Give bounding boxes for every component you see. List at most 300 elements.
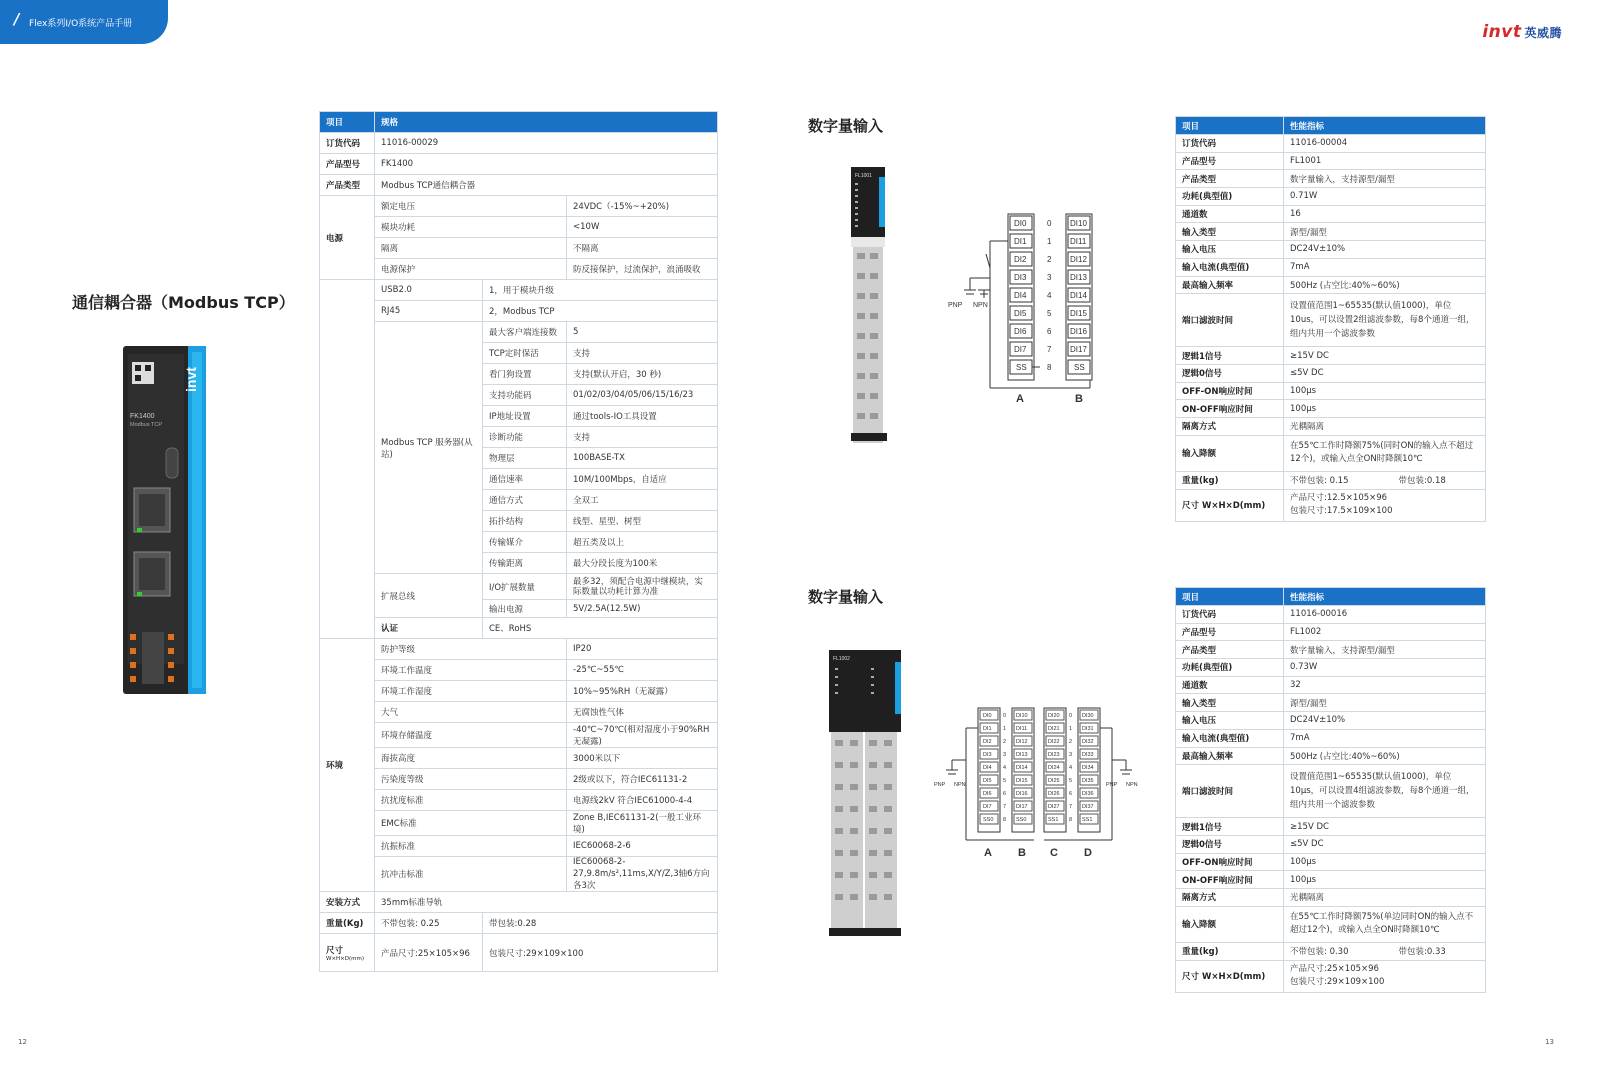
- di-label: DI5: [983, 778, 992, 784]
- row-label: 输入电压: [1176, 241, 1284, 259]
- col-header-item: 项目: [1176, 588, 1284, 606]
- di-label: DI1: [983, 726, 992, 732]
- coupler-spec-table: [319, 111, 718, 972]
- table-row: [1176, 364, 1486, 382]
- size-product: 产品尺寸:25×105×96: [1290, 964, 1379, 975]
- npn-label-right: NPN: [1126, 782, 1138, 788]
- row-label: 隔离方式: [1176, 888, 1284, 906]
- di-label: DI37: [1082, 804, 1094, 810]
- row-key: 最大客户端连接数: [483, 322, 567, 343]
- row-value: 最大分段长度为100米: [567, 553, 718, 574]
- row-label: 输入电流(典型值): [1176, 729, 1284, 747]
- row-value: 1，用于模块升级: [483, 280, 718, 301]
- table-row: [320, 259, 718, 280]
- table-row: [320, 574, 718, 600]
- pnp-label-right: PNP: [1106, 782, 1118, 788]
- row-value: 100BASE-TX: [567, 448, 718, 469]
- di-label: SS: [1074, 363, 1085, 372]
- row-value: ≥15V DC: [1284, 347, 1486, 365]
- fl1001-model: FL1001: [855, 173, 872, 179]
- weight-gross: 带包装:0.33: [1398, 947, 1446, 958]
- row-label: 逻辑1信号: [1176, 818, 1284, 836]
- row-label: 重量(kg): [1176, 471, 1284, 489]
- table-row: [1176, 623, 1486, 641]
- pin-number: 6: [1047, 327, 1052, 336]
- col-b-label: B: [1018, 847, 1026, 859]
- table-header-row: [320, 112, 718, 133]
- di-label: DI32: [1082, 739, 1094, 745]
- table-row: [1176, 276, 1486, 294]
- row-value: 全双工: [567, 490, 718, 511]
- row-key: 大气: [375, 702, 567, 723]
- table-row: [1176, 694, 1486, 712]
- row-label: 输入电流(典型值): [1176, 258, 1284, 276]
- table-header-row: [1176, 588, 1486, 606]
- row-value: DC24V±10%: [1284, 712, 1486, 730]
- table-row: [1176, 729, 1486, 747]
- di-label: DI26: [1048, 791, 1060, 797]
- table-row: [1176, 942, 1486, 960]
- group-label-power: 电源: [320, 196, 375, 280]
- group-label-comm: [320, 280, 375, 639]
- di-label: DI17: [1016, 804, 1028, 810]
- table-row: [320, 154, 718, 175]
- di-label: DI24: [1048, 765, 1060, 771]
- row-value: IP20: [567, 639, 718, 660]
- table-row: [320, 280, 718, 301]
- row-value: 2，Modbus TCP: [483, 301, 718, 322]
- table-row: [320, 322, 718, 343]
- di-label: DI16: [1016, 791, 1028, 797]
- table-row: [1176, 960, 1486, 992]
- fl1002-device-image: [823, 648, 905, 938]
- table-row: [1176, 871, 1486, 889]
- row-label: 安装方式: [320, 892, 375, 913]
- page-number-right: 13: [1545, 1038, 1554, 1046]
- device-model: FK1400: [130, 413, 155, 420]
- di-label: DI7: [983, 804, 992, 810]
- row-label: 认证: [375, 618, 483, 639]
- table-row: [1176, 712, 1486, 730]
- table-row: [1176, 152, 1486, 170]
- di-label: DI2: [1014, 255, 1027, 264]
- row-value: -25℃~55℃: [567, 660, 718, 681]
- npn-label-left: NPN: [954, 782, 966, 788]
- pin-number: 3: [1047, 273, 1052, 282]
- row-key: 传输媒介: [483, 532, 567, 553]
- row-value: ≤5V DC: [1284, 364, 1486, 382]
- manual-title: Flex系列I/O系统产品手册: [29, 19, 133, 29]
- fl1002-model: FL1002: [833, 656, 850, 662]
- row-value: 防反接保护，过流保护，浪涌吸收: [567, 259, 718, 280]
- row-value: 100μs: [1284, 400, 1486, 418]
- row-value: FL1002: [1284, 623, 1486, 641]
- page-number-left: 12: [18, 1038, 27, 1046]
- table-row: [320, 769, 718, 790]
- di-label: DI21: [1048, 726, 1060, 732]
- weight-net: 不带包装: 0.15: [1290, 476, 1349, 487]
- row-key: 支持功能码: [483, 385, 567, 406]
- table-row: [1176, 853, 1486, 871]
- di-label: DI14: [1016, 765, 1028, 771]
- table-row: [320, 196, 718, 217]
- size-cell: [1284, 960, 1486, 992]
- row-value: 光耦隔离: [1284, 417, 1486, 435]
- di-label: DI25: [1048, 778, 1060, 784]
- row-key: 拓扑结构: [483, 511, 567, 532]
- row-key: 抗扰度标准: [375, 790, 567, 811]
- row-value: ≤5V DC: [1284, 835, 1486, 853]
- slash-mark: /: [14, 10, 20, 28]
- row-key: TCP定时保活: [483, 343, 567, 364]
- pin-number: 7: [1069, 804, 1073, 810]
- col-header-perf: 性能指标: [1284, 117, 1486, 135]
- di-label: DI0: [983, 713, 992, 719]
- row-label: 逻辑0信号: [1176, 364, 1284, 382]
- di-label: DI13: [1070, 273, 1087, 282]
- row-value: 10M/100Mbps，自适应: [567, 469, 718, 490]
- row-label: ON-OFF响应时间: [1176, 871, 1284, 889]
- row-value: 0.71W: [1284, 188, 1486, 206]
- row-value: 不隔离: [567, 238, 718, 259]
- row-value: 7mA: [1284, 729, 1486, 747]
- di-label: DI22: [1048, 739, 1060, 745]
- table-row: [1176, 835, 1486, 853]
- table-header-row: [1176, 117, 1486, 135]
- row-value: 最多32，须配合电源中继模块，实际数量以功耗计算为准: [567, 574, 718, 600]
- row-label: 产品类型: [1176, 170, 1284, 188]
- row-key: RJ45: [375, 301, 483, 322]
- row-label: 输入类型: [1176, 223, 1284, 241]
- di-label: DI10: [1016, 713, 1028, 719]
- table-row: [1176, 400, 1486, 418]
- coupler-device-image: [120, 344, 212, 696]
- row-key: 抗振标准: [375, 836, 567, 857]
- pin-number: 0: [1003, 713, 1007, 719]
- header-tab: [0, 0, 168, 44]
- col-header-item: 项目: [320, 112, 375, 133]
- row-key: USB2.0: [375, 280, 483, 301]
- pin-number: 7: [1003, 804, 1007, 810]
- size-pack: 包装尺寸:29×109×100: [483, 934, 718, 972]
- di-title-2: 数字量输入: [808, 588, 884, 606]
- row-key: 环境工作温度: [375, 660, 567, 681]
- pnp-label-left: PNP: [934, 782, 946, 788]
- row-value: 线型、星型、树型: [567, 511, 718, 532]
- size-pack: 包装尺寸:17.5×109×100: [1290, 506, 1393, 517]
- table-row: [1176, 435, 1486, 471]
- table-row: [320, 681, 718, 702]
- row-key: 通信速率: [483, 469, 567, 490]
- device-brand: invt: [183, 367, 199, 392]
- pin-number: 4: [1047, 291, 1052, 300]
- table-row: [320, 238, 718, 259]
- di-label: DI17: [1070, 345, 1087, 354]
- row-value: 通过tools-IO工具设置: [567, 406, 718, 427]
- di-label: DI6: [1014, 327, 1027, 336]
- pin-number: 2: [1003, 739, 1007, 745]
- group-label-env: 环境: [320, 639, 375, 892]
- row-label: 产品型号: [320, 154, 375, 175]
- weight-cell: [1284, 942, 1486, 960]
- row-value: CE、RoHS: [483, 618, 718, 639]
- row-value: 源型/漏型: [1284, 223, 1486, 241]
- table-row: [1176, 241, 1486, 259]
- di-label: DI5: [1014, 309, 1027, 318]
- pin-number: 6: [1069, 791, 1073, 797]
- di-label: SS1: [1048, 817, 1059, 823]
- row-label: 输入电压: [1176, 712, 1284, 730]
- row-value: FL1001: [1284, 152, 1486, 170]
- di-label: DI12: [1070, 255, 1087, 264]
- row-value: 24VDC（-15%~+20%): [567, 196, 718, 217]
- col-c-label: C: [1050, 847, 1058, 859]
- table-row: [320, 723, 718, 748]
- pin-number: 8: [1003, 817, 1007, 823]
- pnp-label: PNP: [948, 302, 963, 309]
- di-label: DI35: [1082, 778, 1094, 784]
- table-row: [1176, 347, 1486, 365]
- col-b-label: B: [1075, 393, 1083, 405]
- row-key: 海拔高度: [375, 748, 567, 769]
- row-label: 功耗(典型值): [1176, 659, 1284, 677]
- table-row: [1176, 471, 1486, 489]
- table-row: [1176, 205, 1486, 223]
- row-value: 01/02/03/04/05/06/15/16/23: [567, 385, 718, 406]
- group-label-server: Modbus TCP 服务器(从站): [375, 322, 483, 574]
- row-label: 功耗(典型值): [1176, 188, 1284, 206]
- device-subtitle: Modbus TCP: [130, 422, 162, 428]
- row-label-size: [320, 934, 375, 972]
- di-label: DI30: [1082, 713, 1094, 719]
- row-key: 诊断功能: [483, 427, 567, 448]
- row-key: 传输距离: [483, 553, 567, 574]
- row-value: <10W: [567, 217, 718, 238]
- table-row: [320, 790, 718, 811]
- di-label: DI1: [1014, 237, 1027, 246]
- row-label: 订货代码: [1176, 606, 1284, 624]
- pin-number: 8: [1069, 817, 1073, 823]
- fl1002-spec-table: [1175, 587, 1486, 993]
- row-label: 订货代码: [1176, 135, 1284, 153]
- row-label: 产品型号: [1176, 152, 1284, 170]
- col-header-perf: 性能指标: [1284, 588, 1486, 606]
- di-label: SS0: [983, 817, 994, 823]
- row-value: 在55℃工作时降额75%(单边同时ON的输入点不超过12个)，或输入点全ON时降额10℃: [1284, 906, 1486, 942]
- pin-number: 1: [1069, 726, 1073, 732]
- fl1001-wiring-diagram: [940, 208, 1110, 408]
- pin-number: 3: [1003, 752, 1007, 758]
- di-label: DI11: [1070, 237, 1087, 246]
- row-label: OFF-ON响应时间: [1176, 853, 1284, 871]
- fl1001-spec-table: [1175, 116, 1486, 522]
- table-row: [1176, 906, 1486, 942]
- di-label: DI13: [1016, 752, 1028, 758]
- table-row: [320, 934, 718, 972]
- di-label: DI3: [1014, 273, 1027, 282]
- weight-net: 不带包装: 0.25: [375, 913, 483, 934]
- pin-number: 3: [1069, 752, 1073, 758]
- di-label: DI34: [1082, 765, 1094, 771]
- row-label: 输入类型: [1176, 694, 1284, 712]
- weight-net: 不带包装: 0.30: [1290, 947, 1349, 958]
- di-label: DI2: [983, 739, 992, 745]
- row-label: 隔离方式: [1176, 417, 1284, 435]
- pin-number: 1: [1003, 726, 1007, 732]
- row-value: 光耦隔离: [1284, 888, 1486, 906]
- row-value: 35mm标准导轨: [375, 892, 718, 913]
- row-label: 通道数: [1176, 676, 1284, 694]
- di-label: DI12: [1016, 739, 1028, 745]
- row-key: 通信方式: [483, 490, 567, 511]
- row-key: 环境工作湿度: [375, 681, 567, 702]
- row-value: 设置值范围1~65535(默认值1000)，单位10μs，可以设置4组滤波参数，每8个通道一组，组内共用一个滤波参数: [1284, 765, 1486, 818]
- row-value: Zone B,IEC61131-2(一般工业环境): [567, 811, 718, 836]
- row-key: 污染度等级: [375, 769, 567, 790]
- col-header-item: 项目: [1176, 117, 1284, 135]
- row-value: 支持(默认开启，30 秒): [567, 364, 718, 385]
- di-title-1: 数字量输入: [808, 117, 884, 135]
- table-row: [320, 811, 718, 836]
- table-row: [1176, 135, 1486, 153]
- di-label: DI3: [983, 752, 992, 758]
- row-key: I/O扩展数量: [483, 574, 567, 600]
- row-label: 最高输入频率: [1176, 747, 1284, 765]
- size-pack: 包装尺寸:29×109×100: [1290, 977, 1385, 988]
- row-label: 端口滤波时间: [1176, 294, 1284, 347]
- di-label: SS: [1016, 363, 1027, 372]
- row-value: 数字量输入，支持源型/漏型: [1284, 170, 1486, 188]
- row-value: 支持: [567, 343, 718, 364]
- table-row: [1176, 659, 1486, 677]
- col-a-label: A: [1016, 393, 1024, 405]
- table-row: [320, 301, 718, 322]
- col-a-label: A: [984, 847, 992, 859]
- pin-number: 5: [1069, 778, 1073, 784]
- row-label: 产品类型: [1176, 641, 1284, 659]
- table-row: [1176, 606, 1486, 624]
- table-row: [1176, 818, 1486, 836]
- di-label: DI10: [1070, 219, 1087, 228]
- weight-gross: 带包装:0.18: [1398, 476, 1446, 487]
- row-value: 电源线2kV 符合IEC61000-4-4: [567, 790, 718, 811]
- row-value: 设置值范围1~65535(默认值1000)，单位10us，可以设置2组滤波参数，每8个通道一组，组内共用一个滤波参数: [1284, 294, 1486, 347]
- row-key: 抗冲击标准: [375, 857, 567, 892]
- row-value: 100μs: [1284, 853, 1486, 871]
- row-value: 11016-00016: [1284, 606, 1486, 624]
- row-label: 端口滤波时间: [1176, 765, 1284, 818]
- table-row: [1176, 888, 1486, 906]
- row-value: 11016-00029: [375, 133, 718, 154]
- di-label: DI15: [1016, 778, 1028, 784]
- row-value: 0.73W: [1284, 659, 1486, 677]
- table-row: [1176, 747, 1486, 765]
- table-row: [1176, 188, 1486, 206]
- di-label: SS1: [1082, 817, 1093, 823]
- di-label: DI33: [1082, 752, 1094, 758]
- di-label: DI6: [983, 791, 992, 797]
- table-row: [320, 702, 718, 723]
- row-label: 重量(Kg): [320, 913, 375, 934]
- di-label: DI23: [1048, 752, 1060, 758]
- row-value: 5: [567, 322, 718, 343]
- size-product: 产品尺寸:25×105×96: [375, 934, 483, 972]
- pin-number: 4: [1003, 765, 1007, 771]
- row-value: 7mA: [1284, 258, 1486, 276]
- di-label: DI20: [1048, 713, 1060, 719]
- npn-label: NPN: [973, 302, 988, 309]
- pin-number: 6: [1003, 791, 1007, 797]
- row-label: 逻辑1信号: [1176, 347, 1284, 365]
- row-key: 环境存储温度: [375, 723, 567, 748]
- row-value: IEC60068-2-6: [567, 836, 718, 857]
- pin-number: 4: [1069, 765, 1073, 771]
- row-value: 10%~95%RH（无凝露）: [567, 681, 718, 702]
- table-row: [320, 639, 718, 660]
- di-label: DI14: [1070, 291, 1087, 300]
- col-d-label: D: [1084, 847, 1092, 859]
- row-value: 100μs: [1284, 382, 1486, 400]
- table-row: [320, 748, 718, 769]
- row-key: IP地址设置: [483, 406, 567, 427]
- row-value: 11016-00004: [1284, 135, 1486, 153]
- di-label: DI31: [1082, 726, 1094, 732]
- di-label: DI27: [1048, 804, 1060, 810]
- pin-number: 0: [1069, 713, 1073, 719]
- table-row: [320, 175, 718, 196]
- row-value: DC24V±10%: [1284, 241, 1486, 259]
- table-row: [1176, 765, 1486, 818]
- row-value: 100μs: [1284, 871, 1486, 889]
- row-label: 通道数: [1176, 205, 1284, 223]
- row-label: 逻辑0信号: [1176, 835, 1284, 853]
- pin-number: 2: [1069, 739, 1073, 745]
- row-value: IEC60068-2-27,9.8m/s²,11ms,X/Y/Z,3轴6方向各3次: [567, 857, 718, 892]
- di-label: DI7: [1014, 345, 1027, 354]
- pin-number: 1: [1047, 237, 1052, 246]
- row-label: 输入降额: [1176, 435, 1284, 471]
- row-key: 电源保护: [375, 259, 567, 280]
- row-value: 2级或以下，符合IEC61131-2: [567, 769, 718, 790]
- row-value: 3000米以下: [567, 748, 718, 769]
- row-value: 32: [1284, 676, 1486, 694]
- table-row: [320, 836, 718, 857]
- row-value: ≥15V DC: [1284, 818, 1486, 836]
- table-row: [1176, 223, 1486, 241]
- row-value: 500Hz (占空比:40%~60%): [1284, 276, 1486, 294]
- table-row: [1176, 382, 1486, 400]
- row-value: 16: [1284, 205, 1486, 223]
- row-label: 产品型号: [1176, 623, 1284, 641]
- size-product: 产品尺寸:12.5×105×96: [1290, 493, 1388, 504]
- row-value: Modbus TCP通信耦合器: [375, 175, 718, 196]
- pin-number: 2: [1047, 255, 1052, 264]
- table-row: [1176, 641, 1486, 659]
- di-label: SS0: [1016, 817, 1027, 823]
- row-key: EMC标准: [375, 811, 567, 836]
- size-unit: W×H×D(mm): [326, 955, 365, 962]
- fl1001-device-image: [843, 165, 893, 450]
- di-label: DI15: [1070, 309, 1087, 318]
- row-key: 看门狗设置: [483, 364, 567, 385]
- size-cell: [1284, 489, 1486, 521]
- table-row: [1176, 417, 1486, 435]
- table-row: [320, 133, 718, 154]
- invt-logo: [1482, 22, 1562, 42]
- row-label: 产品类型: [320, 175, 375, 196]
- di-label: DI11: [1016, 726, 1028, 732]
- row-value: 支持: [567, 427, 718, 448]
